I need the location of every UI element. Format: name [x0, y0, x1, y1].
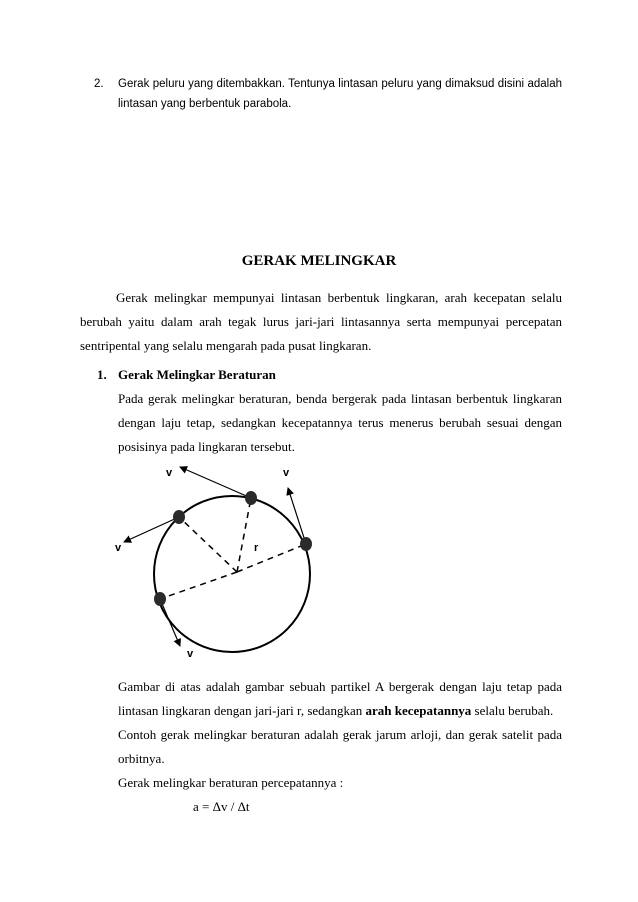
particle-4 [154, 592, 166, 606]
section-title: GERAK MELINGKAR [241, 253, 397, 269]
velocity-arrow-3 [288, 488, 306, 544]
acceleration-formula: a = Δv / Δt [193, 799, 250, 814]
particle-2 [245, 491, 257, 505]
subsection-title: Gerak Melingkar Beraturan [118, 367, 276, 382]
radius-line-4 [160, 572, 237, 599]
particle-1 [173, 510, 185, 524]
intro-paragraph: Gerak melingkar mempunyai lintasan berbentuk lingkaran, arah kecepatan selalu berubah yaitu dalam arah tegak lurus jari-jari lintasannya serta mempunyai percepatan sentripental yang selalu mengarah pada pusat lingkaran. [80, 290, 562, 353]
explanation-text: Gambar di atas adalah gambar sebuah partikel A bergerak dengan laju tetap pada lintasan lingkaran dengan jari-jari r, sedangkan [118, 679, 562, 718]
radius-label: r [254, 542, 259, 554]
velocity-arrow-2 [180, 467, 251, 498]
velocity-label: v [166, 467, 173, 479]
velocity-label: v [283, 467, 290, 479]
radius-line-1 [179, 517, 237, 572]
explanation-text: selalu berubah. [471, 703, 554, 718]
list-text: Gerak peluru yang ditembakkan. Tentunya lintasan peluru yang dimaksud disini adalah lintasan yang berbentuk parabola. [118, 78, 562, 110]
subsection-body: Pada gerak melingkar beraturan, benda bergerak pada lintasan berbentuk lingkaran dengan laju tetap, sedangkan kecepatannya terus menerus berubah sesuai dengan posisinya pada lingkaran tersebut. [118, 391, 562, 454]
radius-line-3 [237, 544, 306, 572]
explanation-line-2: Contoh gerak melingkar beraturan adalah gerak jarum arloji, dan gerak satelit pada orbitnya. [118, 727, 562, 766]
emphasis-text: arah kecepatannya [365, 703, 472, 718]
velocity-arrow-1 [124, 517, 179, 542]
radius-line-2 [237, 498, 251, 572]
velocity-arrow-4 [160, 599, 180, 646]
subsection-number: 1. [97, 367, 107, 382]
velocity-label: v [115, 542, 122, 554]
particle-3 [300, 537, 312, 551]
list-number: 2. [94, 78, 104, 90]
explanation-line-3: Gerak melingkar beraturan percepatannya : [118, 775, 344, 790]
explanation-line-1 [118, 675, 562, 723]
velocity-label: v [187, 648, 194, 660]
explanation [118, 675, 562, 795]
